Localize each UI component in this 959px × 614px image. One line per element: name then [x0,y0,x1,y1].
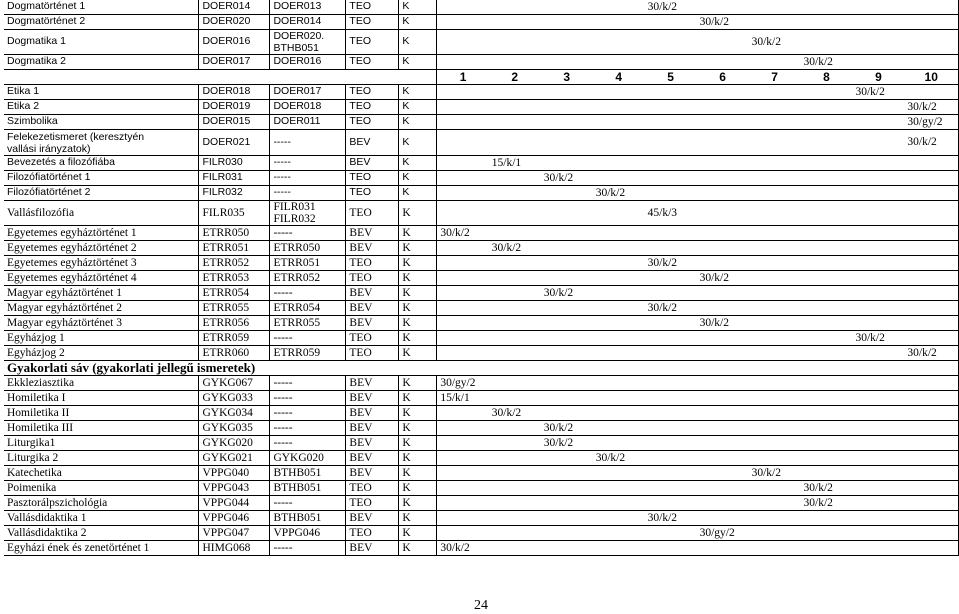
line-2: vallási irányzatok) [7,142,91,155]
course-type: BEV [346,466,399,481]
requirement: K [399,286,437,301]
course-code: GYKG020 [199,436,270,451]
semester-header-8: 8 [801,70,853,85]
prerequisite: BTHB051 [270,511,346,526]
credit-value: 30/k/2 [645,511,959,526]
course-code: VPPG043 [199,481,270,496]
credit-value: 30/k/2 [541,171,959,186]
prerequisite: ----- [270,376,346,391]
credit-value: 30/k/2 [749,30,959,55]
course-code: DOER019 [199,100,270,115]
prerequisite: ----- [270,130,346,156]
table-row [4,30,959,55]
requirement: K [399,100,437,115]
requirement: K [399,301,437,316]
course-type: TEO [346,346,399,361]
table-row [4,511,959,526]
prerequisite: ----- [270,541,346,556]
prerequisite: ETRR055 [270,316,346,331]
credit-value: 30/k/2 [801,481,959,496]
course-type: TEO [346,85,399,100]
table-row [4,55,959,70]
course-code: HIMG068 [199,541,270,556]
course-name: Egyetemes egyháztörténet 2 [4,241,199,256]
line-2: FILR032 [273,213,316,225]
course-type: TEO [346,171,399,186]
requirement: K [399,30,437,55]
table-row [4,100,959,115]
course-name: Pasztorálpszichológia [4,496,199,511]
semester-header-2: 2 [489,70,541,85]
line-1: DOER020. [273,30,325,42]
course-name: Egyetemes egyháztörténet 1 [4,226,199,241]
requirement: K [399,226,437,241]
prerequisite: ETRR050 [270,241,346,256]
course-name: Egyházjog 2 [4,346,199,361]
course-code: GYKG034 [199,406,270,421]
credit-value: 30/k/2 [645,256,959,271]
requirement: K [399,331,437,346]
course-code: FILR032 [199,186,270,201]
requirement: K [399,271,437,286]
course-code: ETRR060 [199,346,270,361]
empty-cells [437,331,853,346]
curriculum-table [4,0,959,556]
course-code: GYKG067 [199,376,270,391]
empty-cells [437,466,749,481]
prerequisite [270,201,346,226]
course-name: Filozófiatörténet 1 [4,171,199,186]
requirement: K [399,481,437,496]
prerequisite: DOER014 [270,15,346,30]
line-1: Felekezetismeret (keresztyén [7,130,145,143]
course-code: GYKG035 [199,421,270,436]
prerequisite: DOER018 [270,100,346,115]
course-type: BEV [346,391,399,406]
course-type: TEO [346,115,399,130]
credit-value: 30/k/2 [852,85,958,100]
requirement: K [399,451,437,466]
course-type: TEO [346,0,399,15]
table-row [4,15,959,30]
course-type: BEV [346,316,399,331]
table-row [4,346,959,361]
section-title: Gyakorlati sáv (gyakorlati jellegű ismeretek) [4,361,437,376]
table-row [4,130,959,156]
table-row [4,541,959,556]
credit-value: 30/k/2 [749,466,959,481]
course-code: FILR030 [199,156,270,171]
credit-value: 30/k/2 [697,15,959,30]
course-name: Homiletika II [4,406,199,421]
course-name: Filozófiatörténet 2 [4,186,199,201]
credit-value: 30/k/2 [593,451,959,466]
prerequisite: ----- [270,156,346,171]
requirement: K [399,171,437,186]
prerequisite: ----- [270,421,346,436]
course-code: ETRR056 [199,316,270,331]
prerequisite: ----- [270,226,346,241]
course-type: BEV [346,406,399,421]
empty-cells [437,130,905,156]
requirement: K [399,511,437,526]
prerequisite: ----- [270,406,346,421]
course-name: Dogmatika 1 [4,30,199,55]
course-type: TEO [346,186,399,201]
credit-value: 15/k/1 [489,156,959,171]
credit-value: 30/k/2 [541,421,959,436]
prerequisite: ----- [270,186,346,201]
table-row [4,481,959,496]
course-code: DOER014 [199,0,270,15]
empty-cells [437,0,645,15]
credit-value: 30/k/2 [489,241,959,256]
course-code: VPPG040 [199,466,270,481]
semester-header-4: 4 [593,70,645,85]
course-name: Bevezetés a filozófiába [4,156,199,171]
prerequisite [270,30,346,55]
empty-cells [437,496,801,511]
course-name: Egyházjog 1 [4,331,199,346]
empty-cells [437,156,489,171]
requirement: K [399,156,437,171]
empty-cells [437,436,541,451]
empty-cells [437,301,645,316]
course-type: TEO [346,30,399,55]
table-row [4,466,959,481]
table-row [4,406,959,421]
empty-cells [437,316,697,331]
course-code: ETRR051 [199,241,270,256]
semester-header-10: 10 [904,70,958,85]
empty-cells [437,406,489,421]
course-code: ETRR054 [199,286,270,301]
requirement: K [399,256,437,271]
course-type: BEV [346,451,399,466]
credit-value: 30/k/2 [801,496,959,511]
course-code: DOER018 [199,85,270,100]
course-type: TEO [346,526,399,541]
semester-header-3: 3 [541,70,593,85]
course-code: ETRR052 [199,256,270,271]
credit-value: 30/k/2 [541,286,959,301]
course-type: BEV [346,421,399,436]
course-type: BEV [346,541,399,556]
credit-value: 30/gy/2 [437,376,959,391]
course-name: Liturgika 2 [4,451,199,466]
prerequisite: DOER016 [270,55,346,70]
credit-value: 30/k/2 [904,346,958,361]
table-row [4,271,959,286]
course-name: Egyetemes egyháztörténet 4 [4,271,199,286]
credit-value: 30/k/2 [697,271,959,286]
course-type: TEO [346,256,399,271]
credit-value: 30/k/2 [904,130,958,156]
credit-value: 30/k/2 [541,436,959,451]
empty-cells [437,30,749,55]
credit-value: 30/k/2 [645,0,959,15]
course-name: Ekkleziasztika [4,376,199,391]
prerequisite: BTHB051 [270,466,346,481]
course-name: Dogmatika 2 [4,55,199,70]
semester-header-1: 1 [437,70,489,85]
course-type: BEV [346,241,399,256]
prerequisite: ETRR059 [270,346,346,361]
credit-value: 30/k/2 [437,541,959,556]
course-code: VPPG044 [199,496,270,511]
table-row [4,186,959,201]
course-name: Poimenika [4,481,199,496]
empty-cells [437,15,697,30]
credit-value: 15/k/1 [437,391,959,406]
credit-value: 30/k/2 [904,100,958,115]
course-code: VPPG047 [199,526,270,541]
table-row [4,241,959,256]
credit-value: 30/k/2 [489,406,959,421]
empty-cells [437,115,905,130]
empty-cells [437,286,541,301]
table-row [4,436,959,451]
table-row [4,156,959,171]
table-row [4,256,959,271]
table-row [4,316,959,331]
course-name: Etika 1 [4,85,199,100]
requirement: K [399,241,437,256]
requirement: K [399,316,437,331]
requirement: K [399,15,437,30]
table-row [4,451,959,466]
requirement: K [399,186,437,201]
course-type: TEO [346,271,399,286]
empty-cells [437,55,801,70]
table-row [4,171,959,186]
course-name: Etika 2 [4,100,199,115]
course-type: TEO [346,100,399,115]
course-name: Katechetika [4,466,199,481]
course-name: Vallásfilozófia [4,201,199,226]
course-type: BEV [346,130,399,156]
section-row [4,361,959,376]
prerequisite: ----- [270,171,346,186]
table-row [4,0,959,15]
course-type: TEO [346,496,399,511]
header-spacer [4,70,437,85]
table-row [4,391,959,406]
course-type: TEO [346,331,399,346]
table-row [4,201,959,226]
course-type: BEV [346,436,399,451]
line-2: BTHB051 [273,42,319,54]
spacer-cell [437,361,959,376]
course-name [4,130,199,156]
credit-value: 30/gy/2 [904,115,958,130]
course-code: GYKG033 [199,391,270,406]
course-code: DOER016 [199,30,270,55]
prerequisite: ----- [270,496,346,511]
course-name: Liturgika1 [4,436,199,451]
course-name: Homiletika I [4,391,199,406]
table-row [4,526,959,541]
prerequisite: GYKG020 [270,451,346,466]
course-name: Homiletika III [4,421,199,436]
table-row [4,226,959,241]
semester-header-6: 6 [697,70,749,85]
empty-cells [437,481,801,496]
empty-cells [437,526,697,541]
course-type: TEO [346,201,399,226]
course-type: BEV [346,301,399,316]
prerequisite: VPPG046 [270,526,346,541]
course-name: Egyetemes egyháztörténet 3 [4,256,199,271]
empty-cells [437,241,489,256]
credit-value: 30/k/2 [801,55,959,70]
requirement: K [399,436,437,451]
empty-cells [437,421,541,436]
course-code: ETRR055 [199,301,270,316]
semester-header-9: 9 [852,70,904,85]
course-name: Magyar egyháztörténet 1 [4,286,199,301]
empty-cells [437,271,697,286]
requirement: K [399,391,437,406]
requirement: K [399,115,437,130]
credit-value: 30/k/2 [697,316,959,331]
table-row [4,115,959,130]
requirement: K [399,130,437,156]
course-type: BEV [346,226,399,241]
prerequisite: ETRR054 [270,301,346,316]
course-code: ETRR053 [199,271,270,286]
empty-cells [437,201,645,226]
course-code: DOER020 [199,15,270,30]
prerequisite: BTHB051 [270,481,346,496]
credit-value: 30/k/2 [852,331,958,346]
course-code: DOER015 [199,115,270,130]
course-name: Vallásdidaktika 1 [4,511,199,526]
prerequisite: DOER013 [270,0,346,15]
empty-cells [437,256,645,271]
empty-cells [437,171,541,186]
course-type: BEV [346,376,399,391]
requirement: K [399,201,437,226]
course-name: Dogmatörténet 1 [4,0,199,15]
course-name: Dogmatörténet 2 [4,15,199,30]
course-type: TEO [346,481,399,496]
requirement: K [399,376,437,391]
course-code: FILR035 [199,201,270,226]
credit-value: 30/gy/2 [697,526,959,541]
empty-cells [437,511,645,526]
requirement: K [399,346,437,361]
course-type: BEV [346,156,399,171]
requirement: K [399,541,437,556]
credit-value: 30/k/2 [645,301,959,316]
course-code: DOER017 [199,55,270,70]
prerequisite: ETRR052 [270,271,346,286]
empty-cells [437,186,593,201]
prerequisite: ----- [270,391,346,406]
page-number: 24 [474,598,488,613]
course-name: Vallásdidaktika 2 [4,526,199,541]
week-header-row [4,70,959,85]
credit-value: 30/k/2 [437,226,959,241]
course-code: GYKG021 [199,451,270,466]
course-name: Magyar egyháztörténet 2 [4,301,199,316]
requirement: K [399,466,437,481]
course-name: Szimbolika [4,115,199,130]
line-1: FILR031 [273,201,316,213]
requirement: K [399,406,437,421]
semester-header-7: 7 [749,70,801,85]
table-row [4,496,959,511]
prerequisite: ----- [270,331,346,346]
prerequisite: ----- [270,436,346,451]
table-row [4,301,959,316]
requirement: K [399,526,437,541]
table-row [4,85,959,100]
requirement: K [399,496,437,511]
requirement: K [399,55,437,70]
prerequisite: ----- [270,286,346,301]
course-code: ETRR050 [199,226,270,241]
prerequisite: ETRR051 [270,256,346,271]
table-row [4,286,959,301]
credit-value: 45/k/3 [645,201,959,226]
table-row [4,331,959,346]
table-row [4,421,959,436]
requirement: K [399,85,437,100]
course-code: DOER021 [199,130,270,156]
prerequisite: DOER017 [270,85,346,100]
course-code: FILR031 [199,171,270,186]
course-name: Egyházi ének és zenetörténet 1 [4,541,199,556]
empty-cells [437,85,853,100]
credit-value: 30/k/2 [593,186,959,201]
table-row [4,376,959,391]
requirement: K [399,0,437,15]
course-code: ETRR059 [199,331,270,346]
course-type: TEO [346,15,399,30]
prerequisite: DOER011 [270,115,346,130]
course-code: VPPG046 [199,511,270,526]
empty-cells [437,451,593,466]
empty-cells [437,346,905,361]
course-type: BEV [346,286,399,301]
course-type: BEV [346,511,399,526]
semester-header-5: 5 [645,70,697,85]
requirement: K [399,421,437,436]
empty-cells [437,100,905,115]
course-name: Magyar egyháztörténet 3 [4,316,199,331]
course-type: TEO [346,55,399,70]
